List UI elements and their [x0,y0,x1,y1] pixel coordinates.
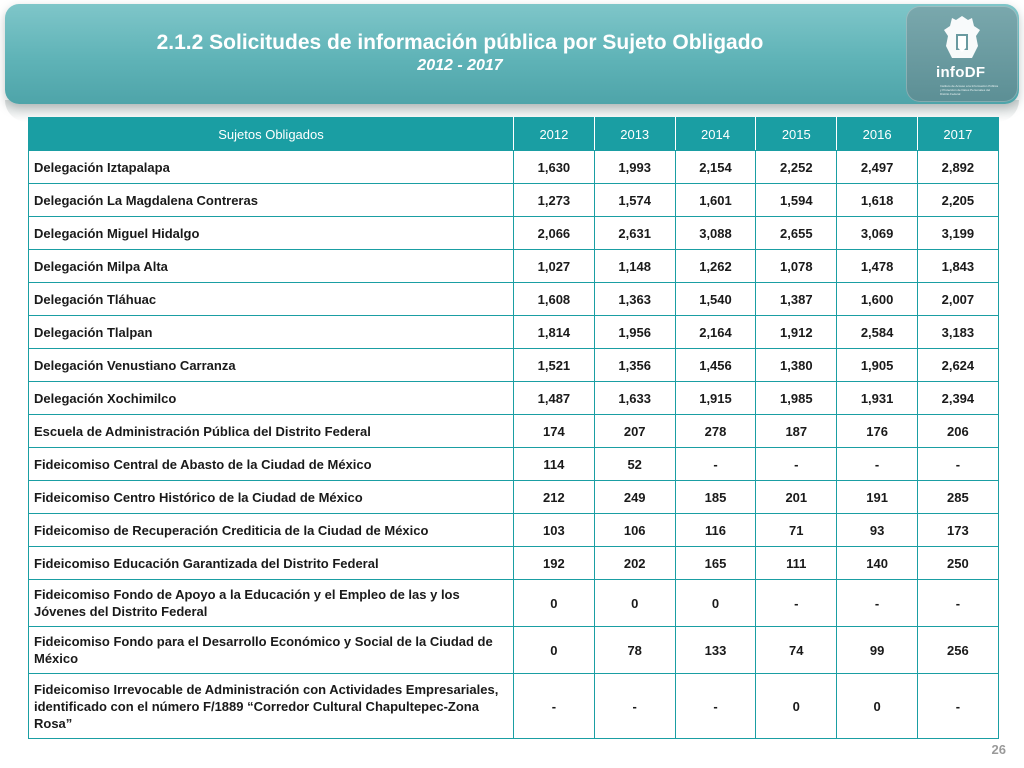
table-row [29,151,999,184]
year-value-cell: 2,007 [917,283,998,316]
year-value-cell: 3,088 [675,217,756,250]
data-table-container [28,117,998,739]
year-value-cell: - [594,674,675,739]
subject-name-cell: Delegación Tlalpan [29,316,514,349]
subject-name-cell: Delegación Venustiano Carranza [29,349,514,382]
year-value-cell: 1,148 [594,250,675,283]
year-value-cell: 2,624 [917,349,998,382]
column-header: 2012 [514,118,595,151]
table-row [29,349,999,382]
year-value-cell: 2,394 [917,382,998,415]
year-value-cell: 165 [675,547,756,580]
table-row [29,448,999,481]
table-row [29,547,999,580]
column-header: 2014 [675,118,756,151]
year-value-cell: 0 [514,580,595,627]
year-value-cell: 1,618 [837,184,918,217]
year-value-cell: 1,574 [594,184,675,217]
subject-name-cell: Fideicomiso de Recuperación Crediticia de la Ciudad de México [29,514,514,547]
page-subtitle: 2012 - 2017 [417,57,503,74]
table-row [29,514,999,547]
logo-wordmark: infoDF [936,64,986,81]
year-value-cell: 2,252 [756,151,837,184]
year-value-cell: 99 [837,627,918,674]
year-value-cell: - [514,674,595,739]
year-value-cell: 1,540 [675,283,756,316]
subject-name-cell: Delegación La Magdalena Contreras [29,184,514,217]
title-block [40,30,880,76]
infodf-logo [906,6,1018,102]
year-value-cell: 1,363 [594,283,675,316]
year-value-cell: 3,199 [917,217,998,250]
year-value-cell: 2,164 [675,316,756,349]
year-value-cell: 78 [594,627,675,674]
year-value-cell: 1,905 [837,349,918,382]
year-value-cell: - [917,580,998,627]
year-value-cell: - [917,674,998,739]
subject-name-cell: Delegación Tláhuac [29,283,514,316]
year-value-cell: 1,915 [675,382,756,415]
year-value-cell: 2,497 [837,151,918,184]
year-value-cell: 106 [594,514,675,547]
page-number: 26 [991,742,1006,757]
year-value-cell: 207 [594,415,675,448]
year-value-cell: - [917,448,998,481]
year-value-cell: 0 [756,674,837,739]
year-value-cell: 1,273 [514,184,595,217]
year-value-cell: 103 [514,514,595,547]
year-value-cell: 1,027 [514,250,595,283]
year-value-cell: 111 [756,547,837,580]
year-value-cell: 93 [837,514,918,547]
year-value-cell: 185 [675,481,756,514]
year-value-cell: 1,843 [917,250,998,283]
year-value-cell: 0 [594,580,675,627]
subject-name-cell: Delegación Miguel Hidalgo [29,217,514,250]
year-value-cell: 0 [514,627,595,674]
year-value-cell: - [837,448,918,481]
year-value-cell: 2,655 [756,217,837,250]
year-value-cell: 1,387 [756,283,837,316]
year-value-cell: 187 [756,415,837,448]
solicitudes-table [28,117,999,739]
year-value-cell: 1,262 [675,250,756,283]
year-value-cell: - [837,580,918,627]
year-value-cell: 1,456 [675,349,756,382]
year-value-cell: 114 [514,448,595,481]
subject-name-cell: Fideicomiso Irrevocable de Administración con Actividades Empresariales, identificado con el número F/1889 “Corredor Cultural Chapultepec-Zona Rosa” [29,674,514,739]
year-value-cell: 1,601 [675,184,756,217]
table-row [29,250,999,283]
table-row [29,580,999,627]
year-value-cell: 140 [837,547,918,580]
table-row [29,217,999,250]
year-value-cell: 1,594 [756,184,837,217]
year-value-cell: 2,154 [675,151,756,184]
year-value-cell: 202 [594,547,675,580]
column-header: 2013 [594,118,675,151]
year-value-cell: 1,608 [514,283,595,316]
year-value-cell: 1,985 [756,382,837,415]
year-value-cell: 0 [675,580,756,627]
year-value-cell: 278 [675,415,756,448]
subject-name-cell: Fideicomiso Central de Abasto de la Ciudad de México [29,448,514,481]
year-value-cell: 52 [594,448,675,481]
year-value-cell: 173 [917,514,998,547]
year-value-cell: - [675,448,756,481]
table-row [29,674,999,739]
year-value-cell: 1,633 [594,382,675,415]
table-row [29,481,999,514]
table-row [29,415,999,448]
subject-name-cell: Fideicomiso Centro Histórico de la Ciudad de México [29,481,514,514]
year-value-cell: - [675,674,756,739]
table-row [29,627,999,674]
year-value-cell: 192 [514,547,595,580]
year-value-cell: 256 [917,627,998,674]
year-value-cell: 3,183 [917,316,998,349]
column-header: Sujetos Obligados [29,118,514,151]
year-value-cell: 2,892 [917,151,998,184]
year-value-cell: 1,630 [514,151,595,184]
subject-name-cell: Escuela de Administración Pública del Distrito Federal [29,415,514,448]
year-value-cell: 116 [675,514,756,547]
column-header: 2016 [837,118,918,151]
year-value-cell: 1,600 [837,283,918,316]
year-value-cell: 1,993 [594,151,675,184]
year-value-cell: 3,069 [837,217,918,250]
year-value-cell: 212 [514,481,595,514]
year-value-cell: 201 [756,481,837,514]
year-value-cell: 2,584 [837,316,918,349]
column-header: 2015 [756,118,837,151]
subject-name-cell: Fideicomiso Fondo de Apoyo a la Educación y el Empleo de las y los Jóvenes del Distrito Federal [29,580,514,627]
year-value-cell: 174 [514,415,595,448]
year-value-cell: 1,912 [756,316,837,349]
year-value-cell: 250 [917,547,998,580]
table-row [29,283,999,316]
year-value-cell: 0 [837,674,918,739]
year-value-cell: - [756,580,837,627]
year-value-cell: 1,931 [837,382,918,415]
year-value-cell: 206 [917,415,998,448]
year-value-cell: 1,478 [837,250,918,283]
year-value-cell: 1,956 [594,316,675,349]
subject-name-cell: Delegación Iztapalapa [29,151,514,184]
column-header: 2017 [917,118,998,151]
subject-name-cell: Fideicomiso Fondo para el Desarrollo Económico y Social de la Ciudad de México [29,627,514,674]
table-row [29,316,999,349]
year-value-cell: 1,356 [594,349,675,382]
year-value-cell: 176 [837,415,918,448]
year-value-cell: 1,487 [514,382,595,415]
table-header-row [29,118,999,151]
year-value-cell: 133 [675,627,756,674]
year-value-cell: 2,066 [514,217,595,250]
year-value-cell: 1,078 [756,250,837,283]
year-value-cell: 1,380 [756,349,837,382]
subject-name-cell: Delegación Milpa Alta [29,250,514,283]
page-title: 2.1.2 Solicitudes de información pública por Sujeto Obligado [156,31,764,54]
year-value-cell: 71 [756,514,837,547]
year-value-cell: 74 [756,627,837,674]
table-row [29,184,999,217]
year-value-cell: 2,205 [917,184,998,217]
table-row [29,382,999,415]
logo-caption: Instituto de Acceso a la Información Pública y Protección de Datos Personales del Distrito Federal [940,84,999,96]
year-value-cell: 1,521 [514,349,595,382]
subject-name-cell: Fideicomiso Educación Garantizada del Distrito Federal [29,547,514,580]
subject-name-cell: Delegación Xochimilco [29,382,514,415]
year-value-cell: 285 [917,481,998,514]
table-body [29,151,999,739]
year-value-cell: 2,631 [594,217,675,250]
year-value-cell: 1,814 [514,316,595,349]
year-value-cell: 191 [837,481,918,514]
year-value-cell: 249 [594,481,675,514]
year-value-cell: - [756,448,837,481]
